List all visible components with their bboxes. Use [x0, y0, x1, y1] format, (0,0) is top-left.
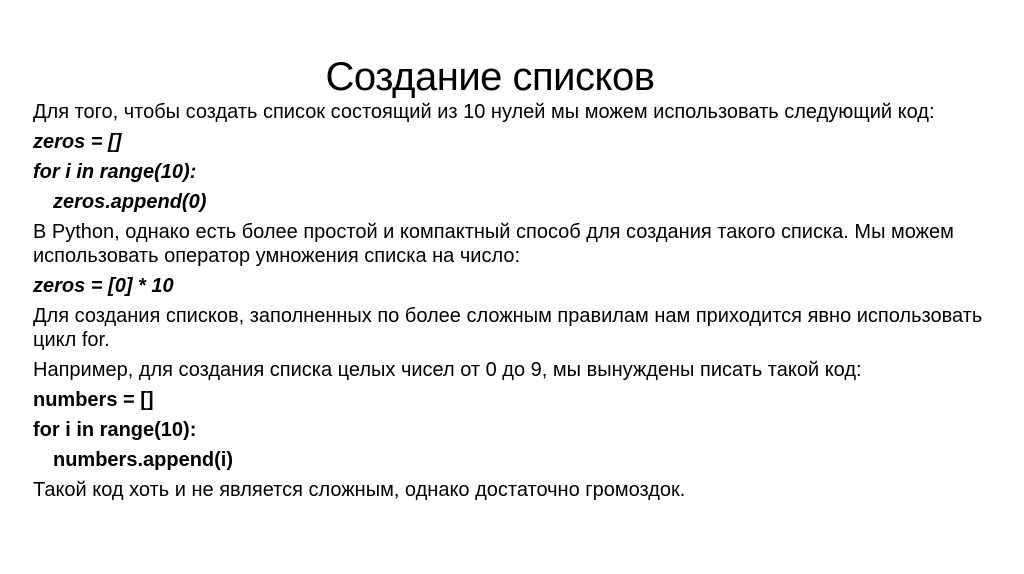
code-line: for i in range(10): — [33, 419, 197, 441]
code-line: zeros.append(0) — [53, 191, 207, 213]
code-line: zeros = [0] * 10 — [33, 275, 174, 297]
slide-title: Создание списков — [325, 54, 655, 99]
body-text: Для того, чтобы создать список состоящий из 10 нулей мы можем использовать следующий код: — [33, 101, 935, 123]
code-line: numbers.append(i) — [53, 449, 234, 471]
body-text: Такой код хоть и не является сложным, однако достаточно громоздок. — [33, 479, 686, 501]
code-line: for i in range(10): — [33, 161, 197, 183]
body-text: Для создания списков, заполненных по более сложным правилам нам приходится явно использовать цикл for. — [33, 305, 983, 351]
code-line: numbers = [] — [33, 389, 154, 411]
body-text: В Python, однако есть более простой и компактный способ для создания такого списка. Мы можем использовать оператор умножения списка на число: — [33, 221, 954, 267]
slide-body — [33, 100, 993, 508]
code-line: zeros = [] — [33, 131, 122, 153]
body-text: Например, для создания списка целых чисел от 0 до 9, мы вынуждены писать такой код: — [33, 359, 862, 381]
